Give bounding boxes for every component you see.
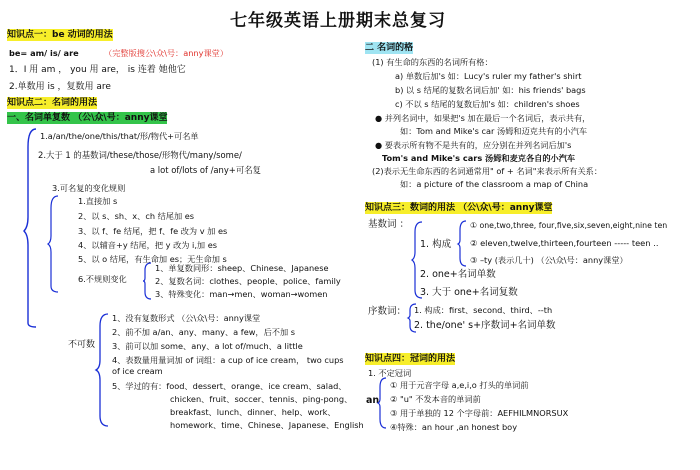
- watermark-text: （完整版搜公\众\号：anny课堂）: [104, 48, 229, 58]
- cardinal-form-1: ① one,two,three, four,five,six,seven,eight,nine ten: [470, 221, 668, 230]
- brace-irregular: [143, 262, 153, 300]
- uncountable-5d: homework、time、Chinese、Japanese、English: [170, 420, 364, 430]
- knowledge-point-3: 知识点三：数词的用法 （公\众\号：anny课堂: [365, 203, 553, 213]
- uncountable-5: 5、学过的有：food、dessert、orange、ice cream、salad、: [112, 381, 347, 391]
- plural-rule-1: 1.直接加 s: [78, 196, 118, 206]
- an-rule-3: ③ 用于单独的 12 个字母前：AEFHILMNORSUX: [390, 408, 569, 418]
- an-rule-1: ① 用于元音字母 a,e,i,o 打头的单词前: [390, 380, 529, 390]
- cardinal-label: 基数词 ：: [368, 219, 410, 230]
- countable-rule-1: 1.a/an/the/one/this/that/形/物代+可名单: [40, 131, 199, 141]
- irregular-2: 2、复数名词：clothes、people、police、family: [155, 276, 341, 286]
- ordinal-2: 2. the/one' s+序数词+名词单数: [414, 320, 556, 331]
- brace-cardinal-form: [458, 220, 468, 268]
- plural-rules-title: 3.可名复的变化规则: [52, 183, 126, 193]
- brace-an: [378, 377, 388, 429]
- brace-plural-rules: [48, 194, 60, 294]
- indefinite-article: 1. 不定冠词: [368, 368, 412, 378]
- possessive-2: (2)表示无生命东西的名词通常用" of + 名词"来表示所有关系：: [372, 166, 603, 176]
- uncountable-5c: breakfast、lunch、dinner、help、work、: [170, 407, 336, 417]
- irregular-1: 1、单复数同形：sheep、Chinese、Japanese: [155, 263, 329, 273]
- uncountable-4b: of ice cream: [112, 366, 163, 376]
- cardinal-form-2: ② eleven,twelve,thirteen,fourteen ----- teen ..: [470, 238, 659, 248]
- section-noun-number: 一、名词单复数 （公\众\号：anny课堂: [7, 113, 168, 123]
- knowledge-point-2: 知识点二：名词的用法: [7, 98, 98, 108]
- countable-rule-2: 2.大于 1 的基数词/these/those/形物代/many/some/: [38, 150, 242, 160]
- knowledge-point-4: 知识点四：冠词的用法: [365, 354, 456, 364]
- possessive-2-example: 如：a picture of the classroom a map of China: [400, 179, 589, 189]
- plural-rule-6: 6.不规则变化: [78, 274, 127, 284]
- page-title: 七年级英语上册期末总复习: [230, 11, 446, 31]
- section-possessive: 二 名词的格: [365, 43, 414, 53]
- rule-1: 1．I 用 am ， you 用 are， is 连着 她他它: [9, 65, 186, 75]
- uncountable-5b: chicken、fruit、soccer、tennis、ping-pong、: [170, 394, 353, 404]
- bullet-separate-example: Tom's and Mike's cars 汤姆和麦克各自的小汽车: [382, 153, 576, 163]
- possessive-1: (1) 有生命的东西的名词所有格：: [372, 57, 493, 67]
- uncountable-4: 4、表数量用量词加 of 词组：a cup of ice cream， two cups: [112, 355, 344, 365]
- an-label: an: [366, 395, 380, 406]
- countable-rule-2b: a lot of/lots of /any+可名复: [150, 165, 261, 175]
- cardinal-form: 1. 构成: [420, 239, 452, 250]
- plural-rule-2: 2、以 s、sh、x、ch 结尾加 es: [78, 211, 195, 221]
- possessive-1a: a) 单数后加's 如：Lucy's ruler my father's shirt: [395, 71, 582, 81]
- possessive-1b: b) 以 s 结尾的复数名词后加' 如：his friends' bags: [395, 85, 586, 95]
- plural-rule-5: 5、以 o 结尾，有生命加 es；无生命加 s: [78, 254, 227, 264]
- be-forms: be= am/ is/ are: [9, 48, 79, 58]
- rule-2: 2.单数用 is ，复数用 are: [9, 82, 111, 92]
- bullet-joint-example: 如：Tom and Mike's car 汤姆和迈克共有的小汽车: [400, 126, 588, 136]
- plural-rule-4: 4、以辅音+y 结尾，把 y 改为 i,加 es: [78, 240, 218, 250]
- cardinal-use-2: 2. one+名词单数: [420, 269, 496, 280]
- an-rule-4: ④特殊：an hour ,an honest boy: [390, 422, 518, 432]
- ordinal-1: 1. 构成：first、second、third、--th: [414, 305, 553, 315]
- uncountable-1: 1、没有复数形式 （公\众\号：anny课堂: [112, 313, 261, 323]
- possessive-1c: c) 不以 s 结尾的复数后加's 如：children's shoes: [395, 99, 580, 109]
- uncountable-2: 2、前不加 a/an、any、many、a few，后不加 s: [112, 327, 296, 337]
- brace-uncountable: [96, 312, 110, 428]
- uncountable-3: 3、前可以加 some、any、a lot of/much、a little: [112, 341, 303, 351]
- ordinal-label: 序数词：: [368, 306, 407, 317]
- bullet-joint: ● 并列名词中，如果把's 加在最后一个名词后，表示共有，: [375, 113, 591, 123]
- knowledge-point-1: 知识点一：be 动词的用法: [7, 30, 113, 40]
- an-rule-2: ② "u" 不发本音的单词前: [390, 394, 481, 404]
- cardinal-form-3: ③ –ty (表示几十) （公\众\号：anny课堂）: [470, 255, 628, 265]
- bullet-separate: ● 要表示所有物不是共有的，应分别在并列名词后加's: [375, 140, 572, 150]
- uncountable-label: 不可数: [68, 340, 96, 350]
- plural-rule-3: 3、以 f、fe 结尾，把 f、fe 改为 v 加 es: [78, 226, 228, 236]
- irregular-3: 3、特殊变化：man→men、woman→women: [155, 289, 328, 299]
- cardinal-use-3: 3. 大于 one+名词复数: [420, 287, 518, 298]
